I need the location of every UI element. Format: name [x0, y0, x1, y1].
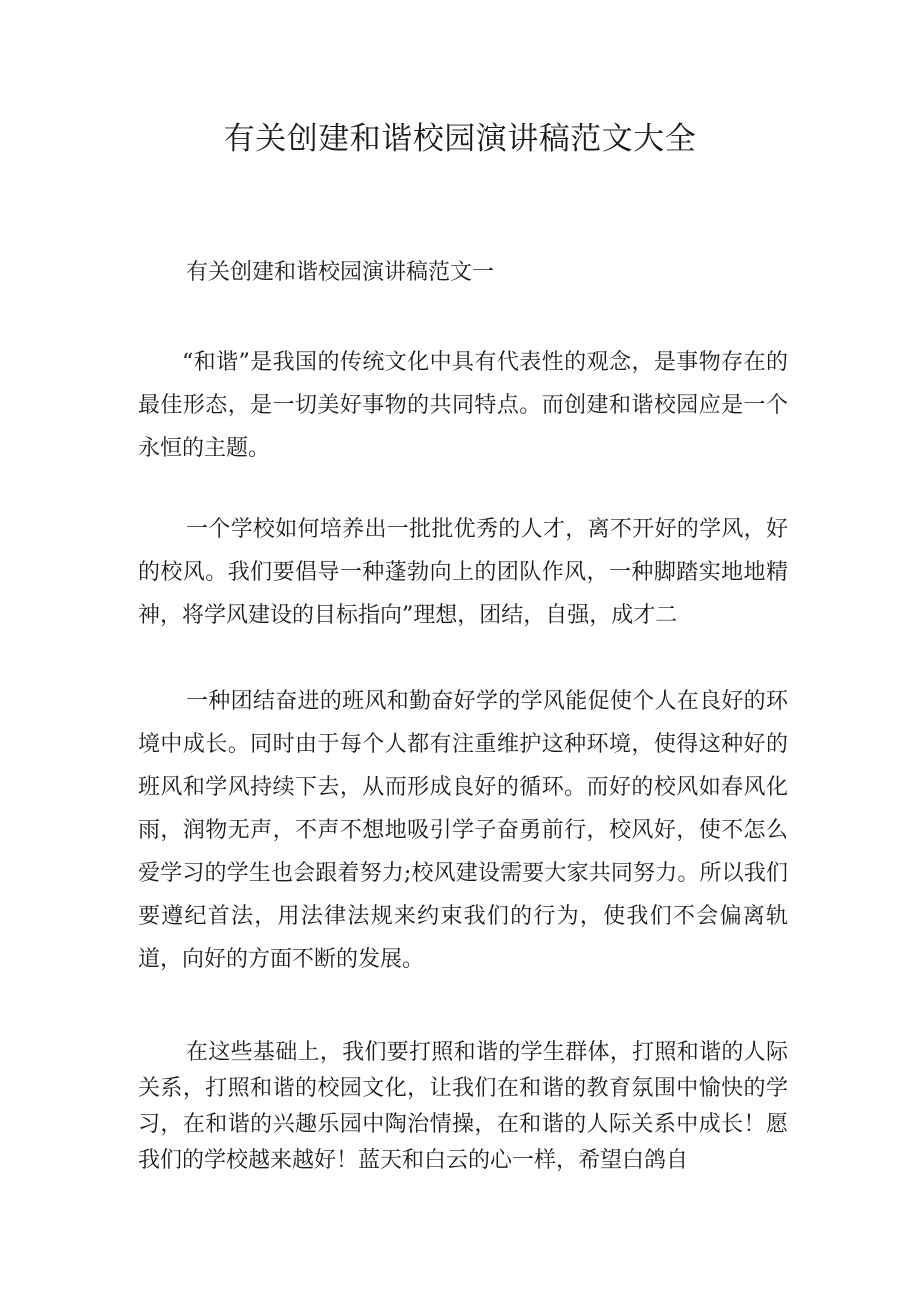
paragraph-4: 在这些基础上，我们要打照和谐的学生群体，打照和谐的人际关系，打照和谐的校园文化，让我们在和谐的教育氛围中愉快的学习，在和谐的兴趣乐园中陶治情操，在和谐的人际关系中成长！愿我们的学校越来越好！蓝天和白云的心一样，希望白鸽自 [138, 1040, 788, 1173]
paragraph-1: “和谐”是我国的传统文化中具有代表性的观念，是事物存在的最佳形态，是一切美好事物的共同特点。而创建和谐校园应是一个永恒的主题。 [138, 350, 788, 461]
document-title: 有关创建和谐校园演讲稿范文大全 [223, 121, 697, 157]
section-heading: 有关创建和谐校园演讲稿范文一 [186, 260, 495, 285]
paragraph-2: 一个学校如何培养出一批批优秀的人才，离不开好的学风，好的校风。我们要倡导一种蓬勃向上的团队作风，一种脚踏实地地精神，将学风建设的目标指向”理想，团结，自强，成才二 [138, 517, 788, 628]
paragraph-3: 一种团结奋进的班风和勤奋好学的学风能促使个人在良好的环境中成长。同时由于每个人都有注重维护这种环境，使得这种好的班风和学风持续下去，从而形成良好的循环。而好的校风如春风化雨，润物无声，不声不想地吸引学子奋勇前行，校风好，使不怎么爱学习的学生也会跟着努力;校风建设需要大家共同努力。所以我们要遵纪首法，用法律法规来约束我们的行为，使我们不会偏离轨道，向好的方面不断的发展。 [138, 689, 788, 972]
